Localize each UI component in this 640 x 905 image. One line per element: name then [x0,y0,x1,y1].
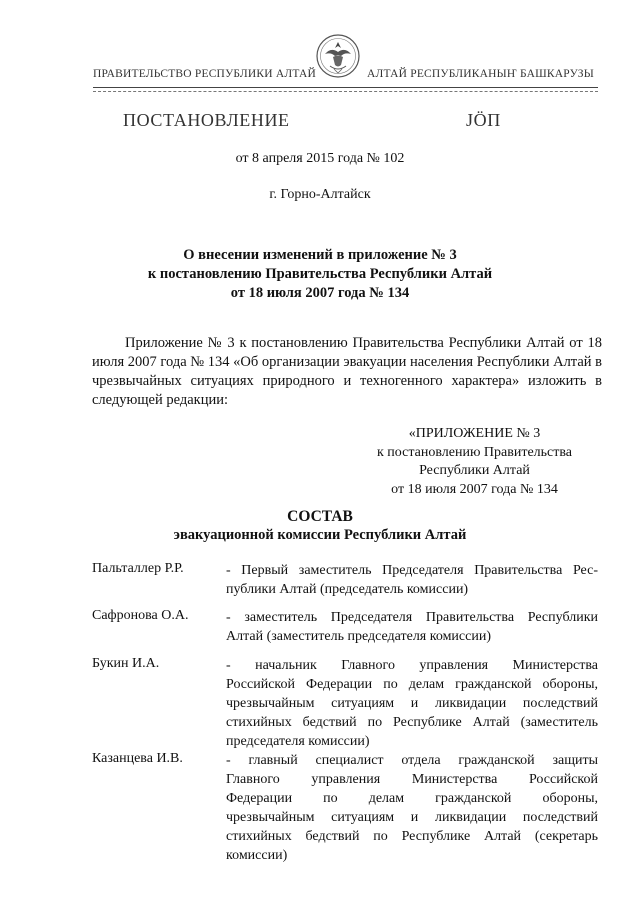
member-role [226,751,598,865]
member-role-line: Главного управления Министерства Российской [226,772,598,787]
coat-of-arms-icon [314,32,362,80]
appendix-line: Республики Алтай [419,463,530,478]
member-role-line: Алтай (заместитель председателя комиссии) [226,629,491,644]
header-rule-dashed [93,91,598,92]
composition-title: СОСТАВ [287,508,353,525]
member-role-line: председателя комиссии) [226,734,370,749]
member-role [226,656,598,751]
decree-title-line: к постановлению Правительства Республики Алтай [147,266,493,282]
decree-title [0,246,640,303]
member-role-line: стихийных бедствий по Республике Алтай (секретарь [226,829,598,844]
header-right-text: АЛТАЙ РЕСПУБЛИКАНЫҤ БАШКАРУЗЫ [367,68,594,80]
member-role [226,608,598,646]
member-role-line: Федерации по делам гражданской обороны, [226,791,598,806]
member-role [226,561,598,599]
member-name: Букин И.А. [92,656,160,671]
member-role-line: - заместитель Председателя Правительства Республики [226,610,598,625]
member-role-line: комиссии) [226,848,288,863]
member-role-line: публики Алтай (председатель комиссии) [226,582,469,597]
decree-body-paragraph: Приложение № 3 к постановлению Правительства Республики Алтай от 18 июля 2007 года № 134 «Об организации эвакуации населения Республики Алтай в чрезвычайных ситуациях природного и техногенного характера» изложить в следующей редакции: [92,335,602,408]
member-role-line: - главный специалист отдела гражданской защиты [226,753,598,768]
member-role-line: чрезвычайным ситуациям и ликвидации последствий [226,696,598,711]
appendix-line: «ПРИЛОЖЕНИЕ № 3 [408,426,541,441]
appendix-line: от 18 июля 2007 года № 134 [391,481,558,497]
decree-title-line: О внесении изменений в приложение № 3 [183,247,457,263]
member-name: Казанцева И.В. [92,751,183,766]
decree-title-line: от 18 июля 2007 года № 134 [230,285,410,301]
decree-city: г. Горно-Алтайск [269,187,371,202]
member-name: Сафронова О.А. [92,608,189,623]
composition-subtitle: эвакуационной комиссии Республики Алтай [173,527,467,543]
member-role-line: - Первый заместитель Председателя Правительства Рес- [226,563,598,578]
doc-type-russian: ПОСТАНОВЛЕНИЕ [123,110,290,130]
header-left-text: ПРАВИТЕЛЬСТВО РЕСПУБЛИКИ АЛТАЙ [93,68,317,80]
member-role-line: - начальник Главного управления Министерства [226,658,598,673]
appendix-line: к постановлению Правительства [376,444,573,460]
member-role-line: Российской Федерации по делам гражданской обороны, [226,677,598,692]
decree-date: от 8 апреля 2015 года № 102 [235,151,405,166]
header-rule [93,87,598,88]
member-role-line: стихийных бедствий по Республике Алтай (заместитель [226,715,598,730]
appendix-heading [362,425,587,499]
member-name: Пальталлер Р.Р. [92,561,184,576]
doc-type-altai: JÖП [466,110,501,130]
member-role-line: чрезвычайным ситуациям и ликвидации последствий [226,810,598,825]
